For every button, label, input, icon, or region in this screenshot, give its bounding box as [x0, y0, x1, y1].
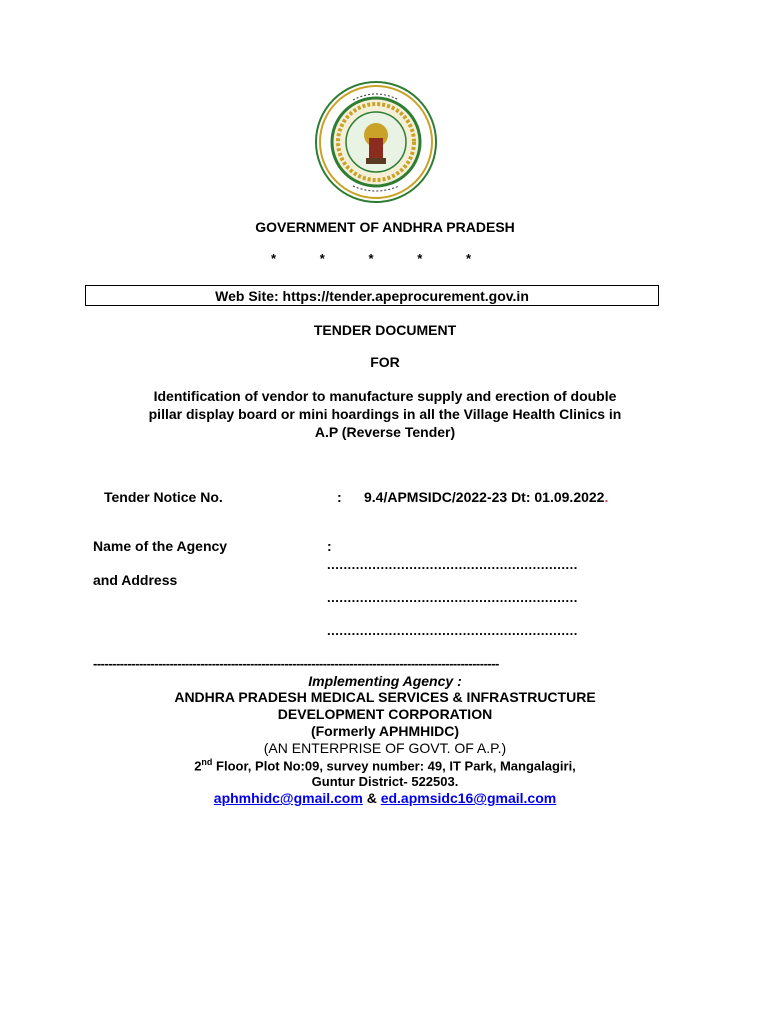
- subject-line: Identification of vendor to manufacture supply and erection of double: [153, 388, 617, 404]
- organization-name-line: ANDHRA PRADESH MEDICAL SERVICES & INFRASTRUCTURE: [174, 689, 596, 705]
- star: *: [368, 251, 374, 266]
- contact-emails: [0, 790, 770, 806]
- government-title: GOVERNMENT OF ANDHRA PRADESH: [255, 219, 515, 235]
- tender-subject: [0, 387, 770, 441]
- for-label: FOR: [370, 354, 400, 370]
- floor-number: 2: [194, 758, 202, 774]
- address-dotted-line: .............................................................: [327, 623, 578, 638]
- agency-name-colon: :: [327, 538, 332, 554]
- document-title: TENDER DOCUMENT: [313, 322, 457, 338]
- agency-name-dotted-line: .............................................................: [327, 557, 578, 572]
- email-link-aphmhidc[interactable]: aphmhidc@gmail.com: [213, 790, 363, 806]
- tender-notice-value: [364, 489, 608, 505]
- district-line: Guntur District- 522503.: [311, 774, 459, 789]
- tender-notice-trailing: .: [604, 489, 609, 505]
- floor-ordinal: nd: [201, 757, 213, 767]
- enterprise-note: (AN ENTERPRISE OF GOVT. OF A.P.): [263, 740, 507, 756]
- email-link-apmsidc[interactable]: ed.apmsidc16@gmail.com: [380, 790, 557, 806]
- email-separator: &: [362, 790, 381, 806]
- star: *: [271, 251, 277, 266]
- address-text: Floor, Plot No:09, survey number: 49, IT Park, Mangalagiri,: [212, 758, 576, 774]
- website-box: [85, 285, 659, 306]
- subject-line: A.P (Reverse Tender): [314, 424, 456, 440]
- star: *: [319, 251, 325, 266]
- star: *: [465, 251, 471, 266]
- subject-line: pillar display board or mini hoardings in all the Village Health Clinics in: [148, 406, 622, 422]
- star: *: [417, 251, 423, 266]
- tender-notice-label: Tender Notice No.: [104, 489, 223, 505]
- tender-notice-number: 9.4/APMSIDC/2022-23 Dt: 01.09.2022: [364, 489, 605, 505]
- star-separator: [271, 251, 471, 266]
- address-line: [0, 757, 770, 773]
- formerly-name: (Formerly APHMHIDC): [310, 723, 460, 739]
- address-dotted-line: .............................................................: [327, 590, 578, 605]
- dashed-divider: ----------------------------------------------------------------------------------------------------------: [93, 656, 499, 671]
- agency-name-label: Name of the Agency: [93, 538, 228, 554]
- website-text: Web Site: https://tender.apeprocurement.gov.in: [215, 288, 529, 304]
- address-label: and Address: [93, 572, 178, 588]
- organization-name-line: DEVELOPMENT CORPORATION: [277, 706, 493, 722]
- implementing-agency-label: Implementing Agency :: [308, 673, 462, 689]
- tender-notice-colon: :: [337, 489, 342, 505]
- andhra-pradesh-emblem-icon: [313, 80, 439, 204]
